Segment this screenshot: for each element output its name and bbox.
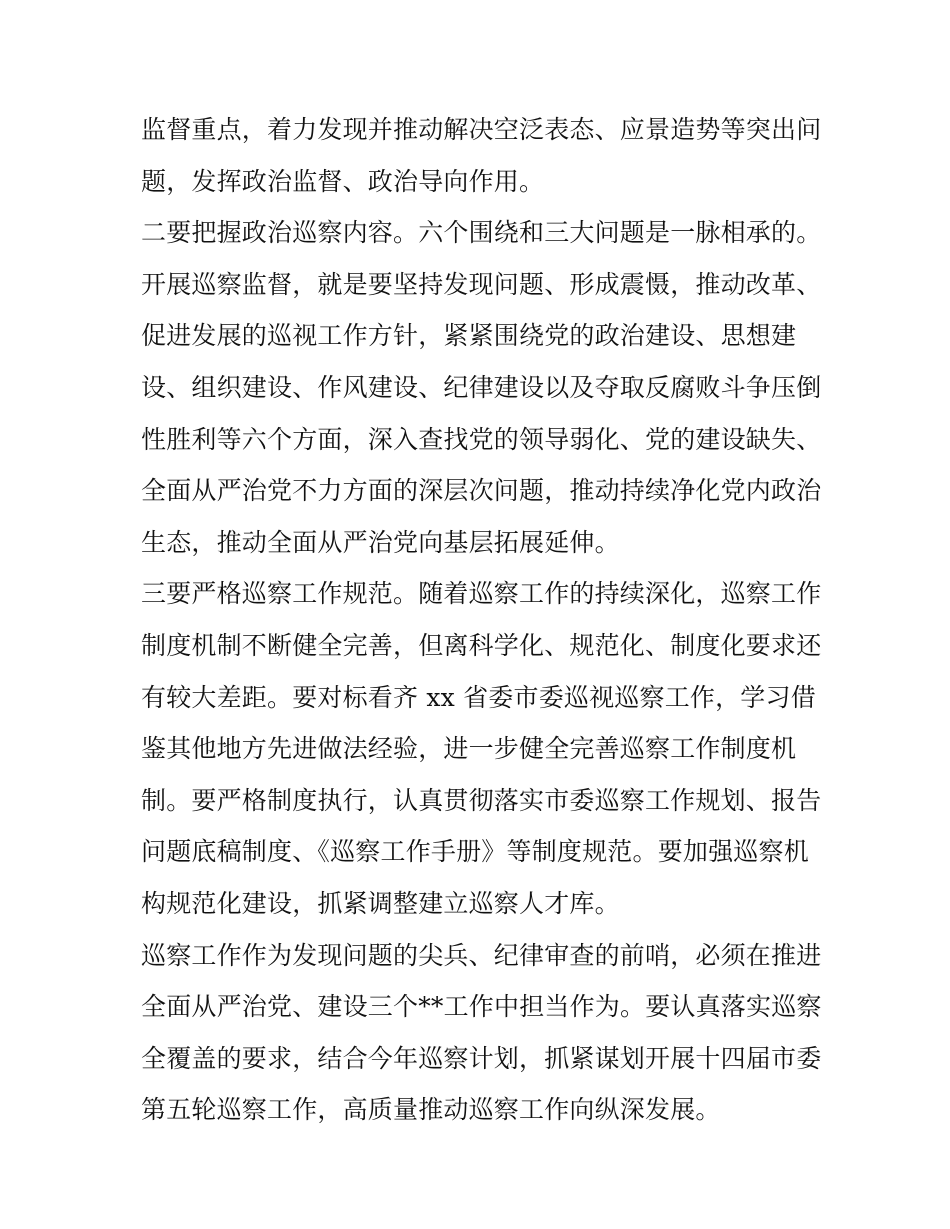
text-line: 二要把握政治巡察内容。六个围绕和三大问题是一脉相承的。 — [141, 218, 822, 248]
text-line: 制。要严格制度执行，认真贯彻落实市委巡察工作规划、报告 — [141, 785, 822, 815]
text-line: 设、组织建设、作风建设、纪律建设以及夺取反腐败斗争压倒 — [141, 372, 822, 402]
text-line: 全面从严治党、建设三个**工作中担当作为。要认真落实巡察 — [141, 992, 822, 1022]
text-line: 制度机制不断健全完善，但离科学化、规范化、制度化要求还 — [141, 630, 822, 660]
text-line: 性胜利等六个方面，深入查找党的领导弱化、党的建设缺失、 — [141, 424, 822, 454]
text-line: 有较大差距。要对标看齐 xx 省委市委巡视巡察工作，学习借 — [141, 682, 816, 712]
text-line: 第五轮巡察工作，高质量推动巡察工作向纵深发展。 — [141, 1095, 721, 1125]
text-line: 全面从严治党不力方面的深层次问题，推动持续净化党内政治 — [141, 476, 822, 506]
text-line: 鉴其他地方先进做法经验，进一步健全完善巡察工作制度机 — [141, 734, 797, 764]
text-line: 促进发展的巡视工作方针，紧紧围绕党的政治建设、思想建 — [141, 321, 797, 351]
text-line: 开展巡察监督，就是要坚持发现问题、形成震慑，推动改革、 — [141, 269, 822, 299]
text-line: 监督重点，着力发现并推动解决空泛表态、应景造势等突出问 — [141, 115, 822, 144]
text-line: 全覆盖的要求，结合今年巡察计划，抓紧谋划开展十四届市委 — [141, 1043, 822, 1073]
text-line: 三要严格巡察工作规范。随着巡察工作的持续深化，巡察工作 — [141, 579, 822, 609]
text-line: 巡察工作作为发现问题的尖兵、纪律审查的前哨，必须在推进 — [141, 940, 822, 970]
text-line: 生态，推动全面从严治党向基层拓展延伸。 — [141, 527, 620, 557]
body-text — [141, 104, 821, 1136]
text-line: 问题底稿制度、《巡察工作手册》等制度规范。要加强巡察机 — [141, 837, 809, 867]
text-line: 题，发挥政治监督、政治导向作用。 — [141, 166, 545, 196]
text-line: 构规范化建设，抓紧调整建立巡察人才库。 — [141, 888, 620, 918]
